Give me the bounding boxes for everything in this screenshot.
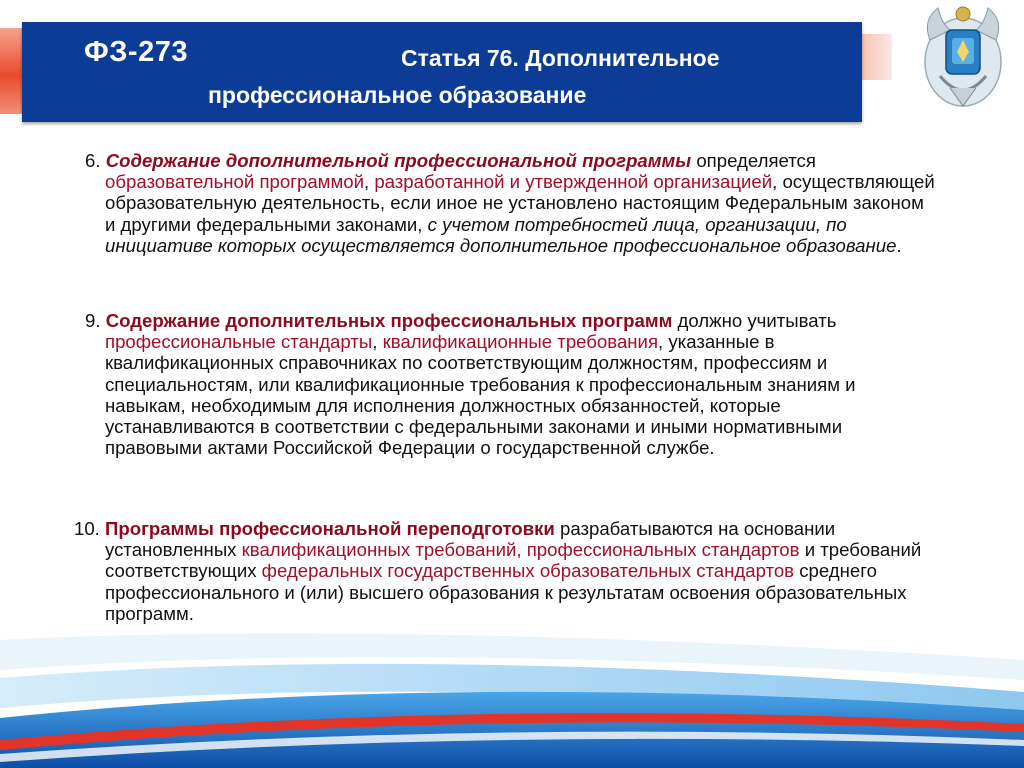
highlight-text: федеральных государственных образовательных стандартов bbox=[261, 560, 795, 582]
body-text: . bbox=[896, 234, 902, 256]
body-text: , указанные в квалификационных справочниках по соответствующим должностям, профессиям и специальностям, или квалификационные требования к профессиональным знаниям и навыкам, необходимым для исполнения должностных обязанностей, которые устанавливаются в соответствии с федеральными законами и иными нормативными правовыми актами Российской Федерации о государственной службе. bbox=[105, 331, 856, 459]
body-text: определяется bbox=[691, 150, 816, 171]
paragraph-9 bbox=[85, 310, 935, 459]
body-text: среднего профессионального и (или) высшего образования к результатам освоения образовательных программ. bbox=[105, 560, 907, 624]
paragraph-6 bbox=[85, 150, 935, 256]
body-text: , осуществляющей образовательную деятельность, если иное не установлено настоящим Федеральным законом и другими федеральными законами, bbox=[105, 171, 935, 235]
bottom-swoosh-decoration bbox=[0, 600, 1024, 768]
body-text: должно учитывать bbox=[672, 310, 837, 331]
highlight-text: Содержание дополнительной профессиональной программы bbox=[105, 150, 692, 171]
highlight-text: Содержание дополнительных профессиональных программ bbox=[105, 310, 673, 331]
italic-text: с учетом потребностей лица, организации, по инициативе которых осуществляется дополнительное профессиональное образование bbox=[105, 213, 897, 256]
body-text: и требований соответствующих bbox=[105, 539, 922, 582]
article-title: Статья 76. Дополнительное bbox=[401, 45, 720, 71]
body-text: разрабатываются на основании установленных bbox=[105, 518, 836, 561]
body-text: , bbox=[363, 171, 375, 193]
highlight-text: Программы профессиональной переподготовки bbox=[105, 518, 555, 539]
item-number: 9. bbox=[85, 310, 106, 331]
body-text: , bbox=[372, 331, 383, 353]
highlight-text: квалификационные требования bbox=[382, 331, 659, 353]
item-number: 10. bbox=[74, 518, 106, 539]
law-title: ФЗ-273 bbox=[84, 36, 188, 68]
highlight-text: разработанной и утвержденной организацией bbox=[374, 171, 773, 193]
highlight-text: образовательной программой bbox=[105, 171, 364, 193]
highlight-text: профессиональные стандарты bbox=[105, 331, 373, 353]
article-subtitle: профессиональное образование bbox=[208, 82, 587, 108]
item-number: 6. bbox=[85, 150, 106, 171]
highlight-text: квалификационных требований, профессиональных стандартов bbox=[241, 539, 800, 561]
